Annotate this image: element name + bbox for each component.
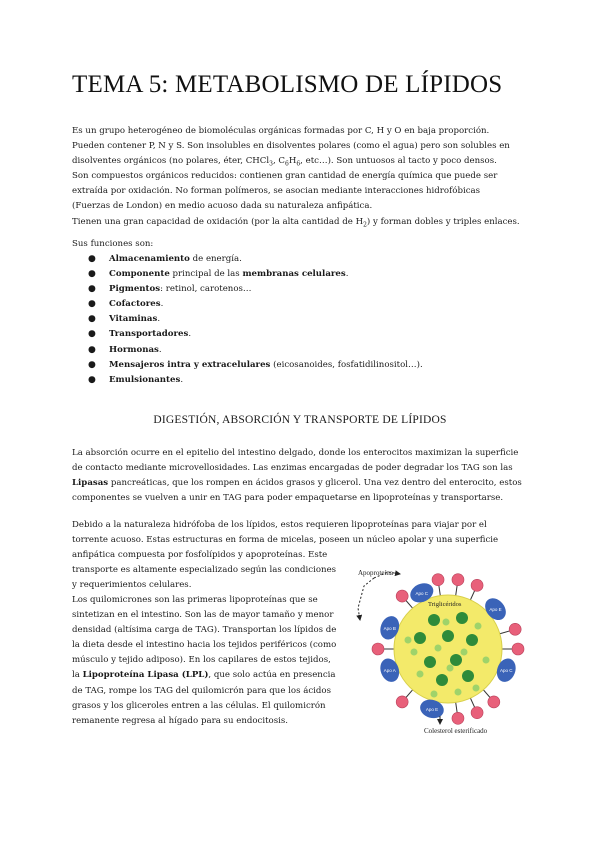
triglyceride xyxy=(436,674,448,686)
triglyceride xyxy=(466,634,478,646)
list-item xyxy=(72,297,512,312)
function-term: Emulsionantes xyxy=(109,374,181,385)
bullet-icon: ● xyxy=(88,284,96,295)
phospholipid-head xyxy=(471,579,483,591)
intro-line-3-d: , etc…). Son untuosos al tacto y poco densos. xyxy=(300,156,497,167)
function-term: Pigmentos xyxy=(109,284,161,295)
lipoprotein-core xyxy=(394,595,502,703)
chcl3-subscript: 3 xyxy=(269,160,273,168)
list-item xyxy=(72,252,512,267)
list-item xyxy=(72,312,512,327)
transport-line-2: torrente acuoso. Estas estructuras en forma de micelas, poseen un núcleo apolar y una superficie xyxy=(72,535,499,546)
function-text: . xyxy=(160,299,164,310)
bullet-icon: ● xyxy=(88,269,96,280)
intro-line-7-b: ) y forman dobles y triples enlaces. xyxy=(366,216,520,227)
apoprotein-name: Apo E xyxy=(489,607,502,613)
list-item xyxy=(72,373,512,388)
intro-line-4: Son compuestos orgánicos reducidos: contienen gran cantidad de energía química que puede ser xyxy=(72,171,498,182)
triglyceride xyxy=(428,614,440,626)
cholesterol-ester xyxy=(447,665,454,672)
intro-line-7-a: Tienen una gran capacidad de oxidación (por la alta cantidad de H xyxy=(72,216,364,227)
intro-line-7 xyxy=(72,215,528,230)
phospholipid-head xyxy=(452,574,464,586)
function-term: Cofactores xyxy=(109,299,161,310)
phospholipid-head xyxy=(509,623,521,635)
list-item xyxy=(72,358,512,373)
chylomicron-paragraph xyxy=(72,593,352,729)
list-item xyxy=(72,343,512,358)
bullet-icon: ● xyxy=(88,359,96,370)
cholesterol-ester xyxy=(405,637,412,644)
intro-line-2: Pueden contener P, N y S. Son insolubles en disolventes polares (como el agua) pero son solubles en xyxy=(72,141,510,152)
function-term-2: membranas celulares xyxy=(242,269,346,280)
cholesterol-ester xyxy=(455,689,462,696)
function-term: Hormonas xyxy=(109,344,159,355)
transport-line-1: Debido a la naturaleza hidrófoba de los lípidos, estos requieren lipoproteínas para viajar por el xyxy=(72,520,487,530)
intro-line-3-a: disolventes orgánicos (no polares, éter, CHCl xyxy=(72,156,270,167)
phospholipid-head xyxy=(471,707,483,719)
apoprotein-name: Apo C xyxy=(415,590,429,596)
absorption-line-2: de contacto mediante microvellosidades. Las enzimas encargadas de poder degradar los TAG son las xyxy=(72,463,513,474)
cholesterol-ester xyxy=(473,685,480,692)
apoprotein-name: Apo A xyxy=(383,668,396,674)
chylo-line-4: la dieta desde el intestino hacia los tejidos periféricos (como xyxy=(72,640,337,651)
list-item xyxy=(72,327,512,342)
functions-intro: Sus funciones son: xyxy=(72,239,154,249)
bullet-icon: ● xyxy=(88,374,96,385)
phospholipid-head xyxy=(512,643,524,655)
lipoprotein-diagram xyxy=(348,564,538,739)
phospholipid-head xyxy=(396,590,408,602)
absorption-line-3 xyxy=(72,476,528,491)
function-text-2: . xyxy=(345,269,349,280)
chylo-line-9: remanente regresa al hígado para su endocitosis. xyxy=(72,715,289,726)
function-text: (eicosanoides, fosfatidilinositol…). xyxy=(270,359,423,370)
cholesterol-ester xyxy=(411,649,418,656)
phospholipid-head xyxy=(432,574,444,586)
lipoprotein-svg xyxy=(348,564,538,739)
page-title: TEMA 5: METABOLISMO DE LÍPIDOS xyxy=(72,71,503,98)
function-term: Vitaminas xyxy=(109,314,158,325)
list-item xyxy=(72,282,512,297)
cholesterol-ester xyxy=(417,671,424,678)
triglyceride xyxy=(462,670,474,682)
apoprotein-name: Apo C xyxy=(500,668,513,674)
intro-line-5: extraída por oxidación. No forman polímeros, se asocian mediante interacciones hidrofóbicas xyxy=(72,186,481,197)
phospholipid-head xyxy=(488,696,500,708)
chylo-line-2: sintetizan en el intestino. Son las de mayor tamaño y menor xyxy=(72,610,334,621)
function-text: . xyxy=(180,374,184,385)
cholesterol-ester xyxy=(435,645,442,652)
chylo-line-3: densidad (altísima carga de TAG). Transportan los lípidos de xyxy=(72,625,337,636)
transport-line-3: anfipática compuesta por fosfolípidos y apoproteínas. Este xyxy=(72,550,328,561)
chylo-line-5: músculo y tejido adiposo). En los capilares de estos tejidos, xyxy=(72,655,331,666)
apoprotein-name: Apo B xyxy=(383,625,396,631)
triglyceride xyxy=(456,612,468,624)
chylo-line-6-a: la xyxy=(72,670,83,681)
chylo-line-7: de TAG, rompe los TAG del quilomicrón para que los ácidos xyxy=(72,685,331,696)
phospholipid-head xyxy=(452,712,464,724)
function-text: de energía. xyxy=(189,254,242,264)
chylo-line-1: Los quilomicrones son las primeras lipoproteínas que se xyxy=(72,595,318,605)
triglyceride xyxy=(414,632,426,644)
apoprotein-label: Apoproteína xyxy=(358,569,393,577)
transport-line-4: transporte es altamente especializado según las condiciones xyxy=(72,565,337,576)
bullet-icon: ● xyxy=(88,254,96,264)
function-term: Mensajeros intra y extracelulares xyxy=(109,359,271,370)
lpl-term: Lipoproteína Lipasa (LPL) xyxy=(82,670,209,681)
function-text: principal de las xyxy=(169,269,243,280)
function-term: Componente xyxy=(109,269,170,280)
transport-line-5: y requerimientos celulares. xyxy=(72,580,192,591)
chylo-line-6 xyxy=(72,668,352,683)
function-text: . xyxy=(188,329,192,340)
cholesterol-ester xyxy=(431,691,438,698)
h2-subscript: 2 xyxy=(363,221,367,229)
triglyceride xyxy=(442,630,454,642)
phospholipid-head xyxy=(372,643,384,655)
bullet-icon: ● xyxy=(88,314,96,325)
cholesterol-ester xyxy=(461,649,468,656)
section-heading: DIGESTIÓN, ABSORCIÓN Y TRANSPORTE DE LÍPIDOS xyxy=(153,414,447,426)
list-item xyxy=(72,267,512,282)
bullet-icon: ● xyxy=(88,344,96,355)
function-term: Transportadores xyxy=(109,329,189,340)
chylo-line-6-b: , que solo actúa en presencia xyxy=(208,670,336,681)
intro-line-3-b: , C xyxy=(272,156,285,167)
function-text: . xyxy=(158,344,162,355)
bullet-icon: ● xyxy=(88,329,96,340)
intro-line-3-c: H xyxy=(288,156,297,167)
triglyceride xyxy=(424,656,436,668)
chylo-line-8: grasos y los gliceroles entren a las células. El quilomicrón xyxy=(72,700,326,711)
c6-subscript: 6 xyxy=(285,160,289,168)
intro-line-6: (Fuerzas de London) en medio acuoso dada su naturaleza anfipática. xyxy=(72,201,373,212)
absorption-line-4: componentes se vuelven a unir en TAG para poder empaquetarse en lipoproteínas y transportarse. xyxy=(72,493,504,504)
absorption-line-3-rest: pancreáticas, que los rompen en ácidos grasos y glicerol. Una vez dentro del enterocito, estos xyxy=(108,478,522,489)
apoprotein-arrow xyxy=(358,578,374,620)
intro-line-1: Es un grupo heterogéneo de biomoléculas orgánicas formadas por C, H y O en baja proporción. xyxy=(72,126,490,136)
absorption-paragraph xyxy=(72,446,528,506)
functions-list xyxy=(72,252,512,388)
triglycerides-label: Triglicéridos xyxy=(428,601,462,608)
apoprotein-name: Apo E xyxy=(425,706,439,712)
phospholipid-head xyxy=(396,696,408,708)
function-text: : retinol, carotenos… xyxy=(160,284,252,295)
bullet-icon: ● xyxy=(88,299,96,310)
cholesterol-ester xyxy=(483,657,490,664)
lipasas-term: Lipasas xyxy=(72,478,109,489)
triglyceride xyxy=(450,654,462,666)
cholesterol-label: Colesterol esterificado xyxy=(424,727,488,735)
intro-line-3 xyxy=(72,154,528,169)
h6-subscript: 6 xyxy=(296,160,301,168)
function-term: Almacenamiento xyxy=(109,254,190,264)
function-text: . xyxy=(157,314,161,325)
cholesterol-ester xyxy=(443,619,450,626)
absorption-line-1: La absorción ocurre en el epitelio del intestino delgado, donde los enterocitos maximizan la superficie xyxy=(72,448,519,458)
cholesterol-ester xyxy=(475,623,482,630)
intro-paragraph xyxy=(72,124,528,230)
